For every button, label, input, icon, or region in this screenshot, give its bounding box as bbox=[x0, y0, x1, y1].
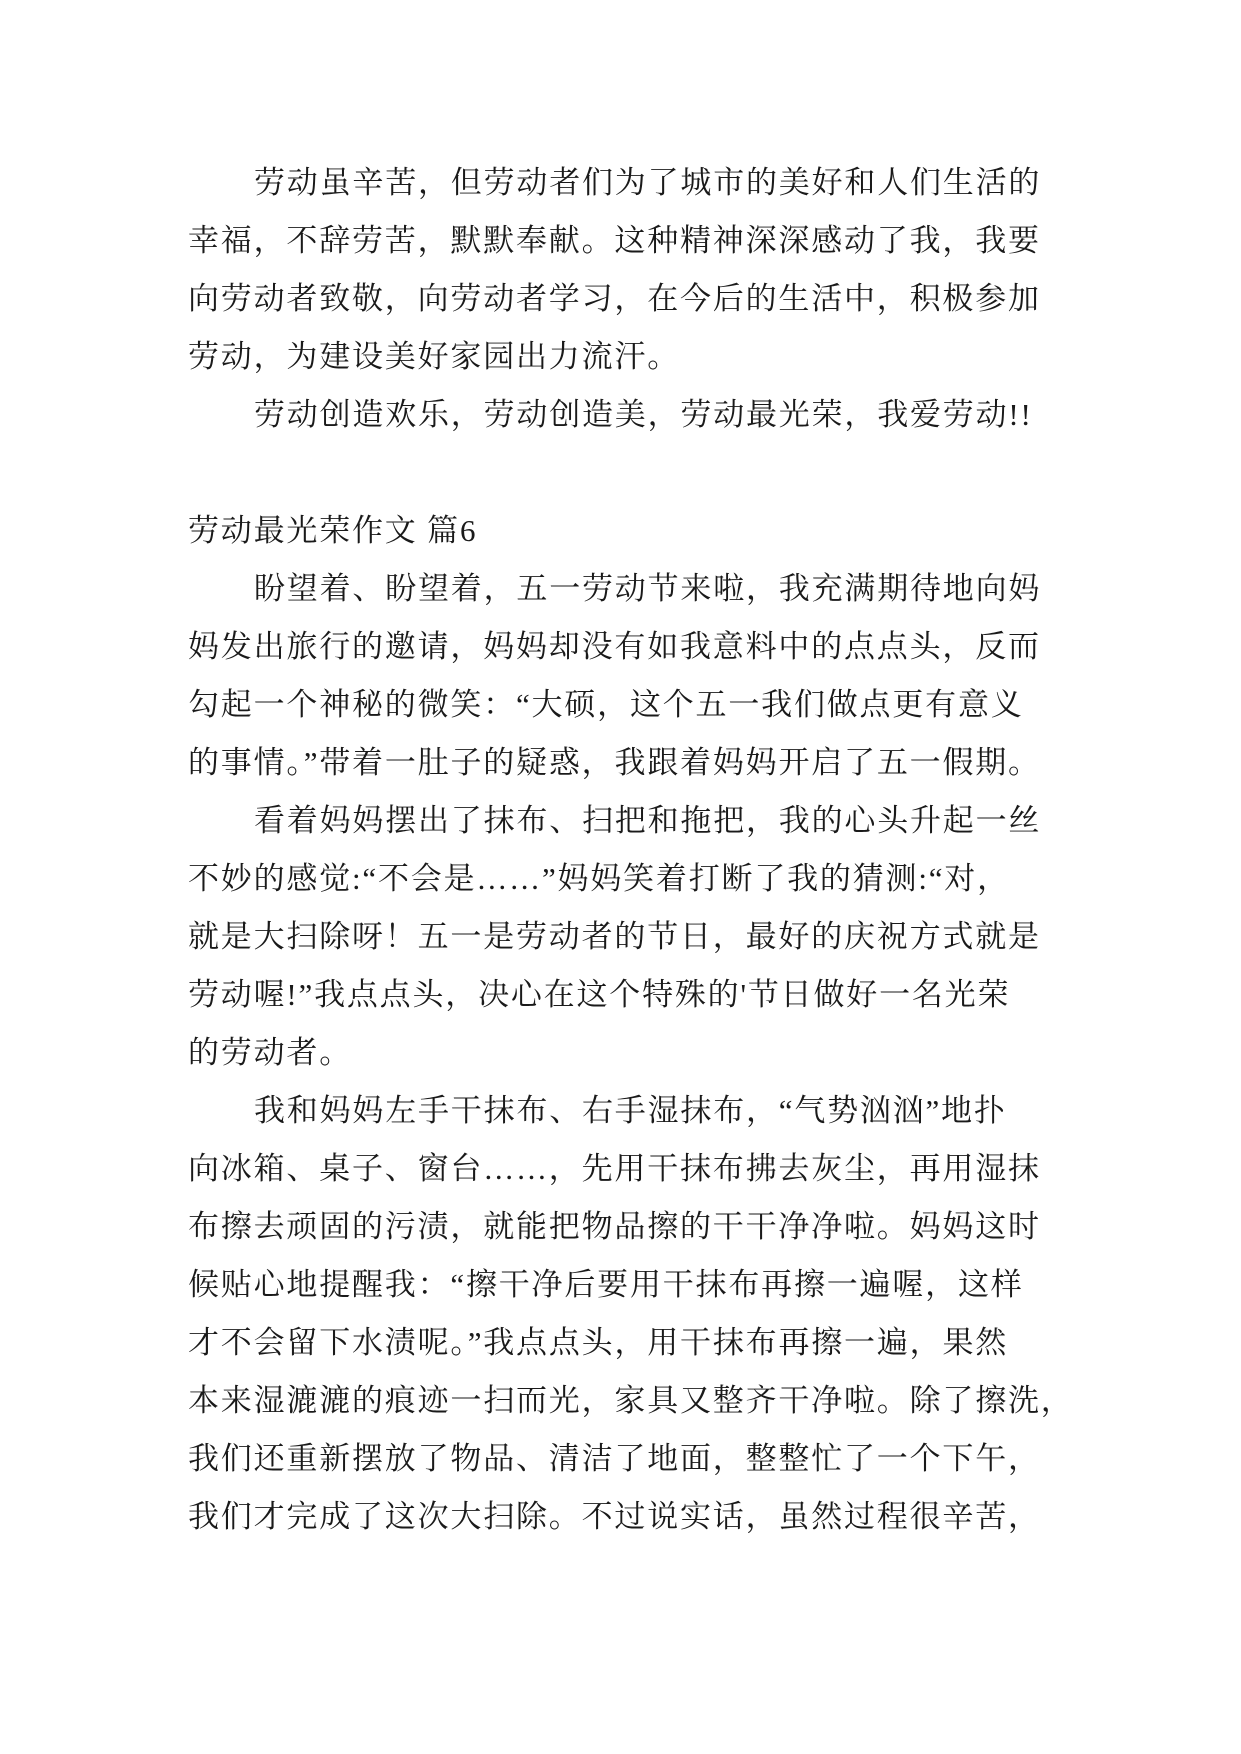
text-line: 看着妈妈摆出了抹布、扫把和拖把，我的心头升起一丝 bbox=[254, 803, 1042, 838]
text-line: 布擦去顽固的污渍，就能把物品擦的干干净净啦。妈妈这时 bbox=[188, 1209, 1041, 1244]
text-line: 的事情。”带着一肚子的疑惑，我跟着妈妈开启了五一假期。 bbox=[188, 745, 1041, 780]
text-line: 我们才完成了这次大扫除。不过说实话，虽然过程很辛苦， bbox=[188, 1499, 1041, 1534]
text-line: 才不会留下水渍呢。”我点点头，用干抹布再擦一遍，果然 bbox=[188, 1325, 1009, 1360]
text-line: 就是大扫除呀！五一是劳动者的节日，最好的庆祝方式就是 bbox=[188, 919, 1041, 954]
text-line: 勾起一个神秘的微笑：“大硕，这个五一我们做点更有意义 bbox=[188, 687, 1024, 722]
text-line: 劳动创造欢乐，劳动创造美，劳动最光荣，我爱劳动!! bbox=[254, 397, 1033, 432]
paragraph bbox=[188, 1082, 1088, 1546]
text-line: 的劳动者。 bbox=[188, 1035, 352, 1070]
text-line: 劳动，为建设美好家园出力流汗。 bbox=[188, 339, 680, 374]
text-line: 幸福，不辞劳苦，默默奉献。这种精神深深感动了我，我要 bbox=[188, 223, 1041, 258]
paragraph bbox=[188, 386, 1088, 444]
text-line: 劳动喔!”我点点头，决心在这个特殊的'节日做好一名光荣 bbox=[188, 977, 1011, 1012]
text-line: 候贴心地提醒我：“擦干净后要用干抹布再擦一遍喔，这样 bbox=[188, 1267, 1024, 1302]
blank-line bbox=[188, 444, 1088, 502]
paragraph bbox=[188, 560, 1088, 792]
text-line: 妈发出旅行的邀请，妈妈却没有如我意料中的点点头，反而 bbox=[188, 629, 1041, 664]
text-line: 向冰箱、桌子、窗台……，先用干抹布拂去灰尘，再用湿抹 bbox=[188, 1151, 1041, 1186]
text-line: 我们还重新摆放了物品、清洁了地面，整整忙了一个下午， bbox=[188, 1441, 1041, 1476]
text-line: 盼望着、盼望着，五一劳动节来啦，我充满期待地向妈 bbox=[254, 571, 1042, 606]
text-line: 劳动虽辛苦，但劳动者们为了城市的美好和人们生活的 bbox=[254, 165, 1042, 200]
text-line: 本来湿漉漉的痕迹一扫而光，家具又整齐干净啦。除了擦洗， bbox=[188, 1383, 1074, 1418]
paragraph bbox=[188, 154, 1088, 386]
text-line: 向劳动者致敬，向劳动者学习，在今后的生活中，积极参加 bbox=[188, 281, 1041, 316]
section-title: 劳动最光荣作文 篇6 bbox=[188, 513, 478, 548]
paragraph bbox=[188, 792, 1088, 1082]
text-line: 不妙的感觉:“不会是……”妈妈笑着打断了我的猜测:“对， bbox=[188, 861, 1010, 896]
text-line: 我和妈妈左手干抹布、右手湿抹布，“气势汹汹”地扑 bbox=[254, 1093, 1007, 1128]
document-body bbox=[188, 154, 1088, 1546]
